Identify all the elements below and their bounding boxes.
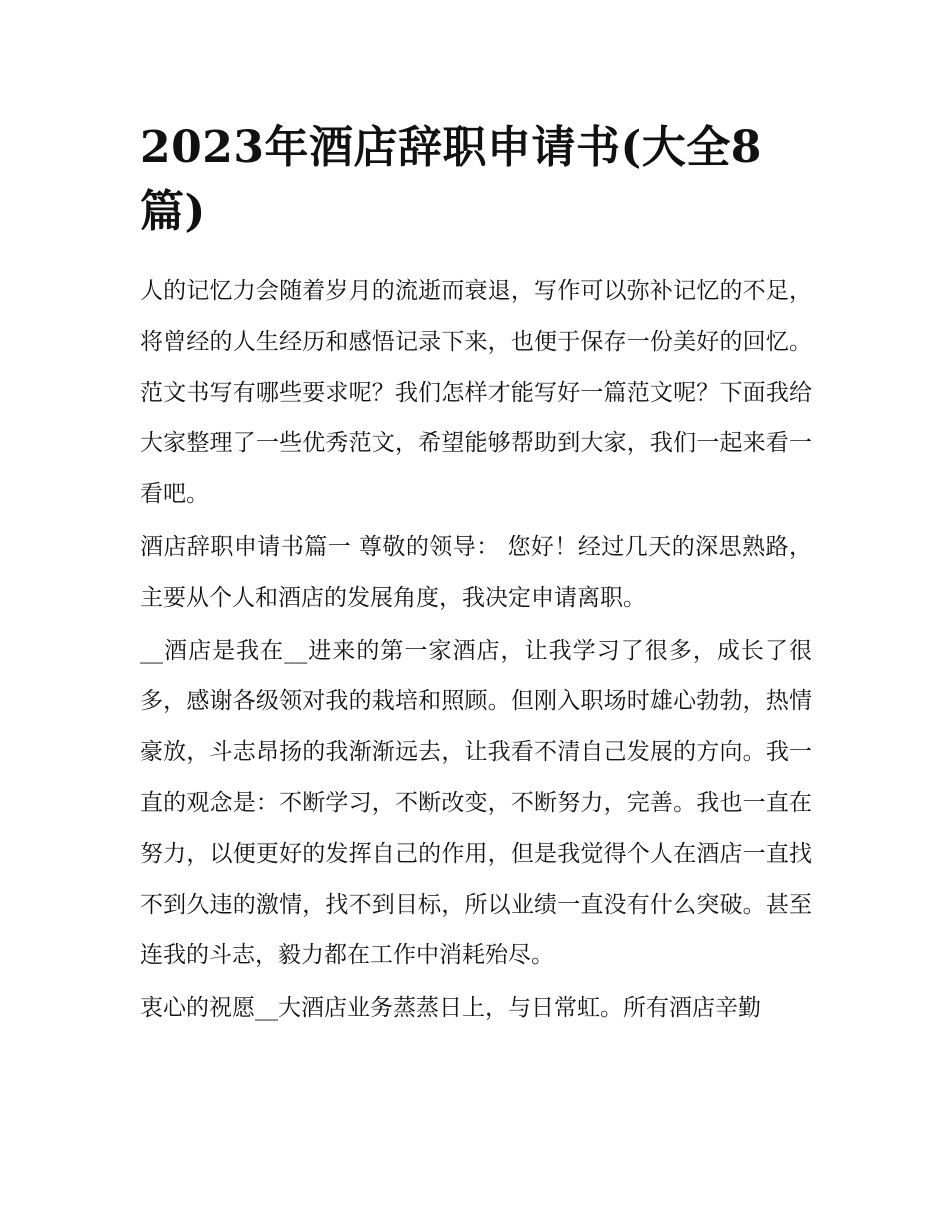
letter-opening-paragraph: 酒店辞职申请书篇一 尊敬的领导： 您好！经过几天的深思熟路，主要从个人和酒店的发展角度，我决定申请离职。 bbox=[140, 533, 812, 611]
letter-closing-paragraph: 衷心的祝愿__大酒店业务蒸蒸日上，与日常虹。所有酒店辛勤 bbox=[140, 995, 761, 1022]
document-body bbox=[140, 116, 812, 1036]
intro-paragraph: 人的记忆力会随着岁月的流逝而衰退，写作可以弥补记忆的不足，将曾经的人生经历和感悟记录下来，也便于保存一份美好的回忆。范文书写有哪些要求呢？我们怎样才能写好一篇范文呢？下面我给大家整理了一些优秀范文，希望能够帮助到大家，我们一起来看一看吧。 bbox=[140, 278, 812, 508]
letter-body-paragraph: __酒店是我在__进来的第一家酒店，让我学习了很多，成长了很多，感谢各级领对我的栽培和照顾。但刚入职场时雄心勃勃，热情豪放，斗志昂扬的我渐渐远去，让我看不清自己发展的方向。我一直的观念是：不断学习，不断改变，不断努力，完善。我也一直在努力，以便更好的发挥自己的作用，但是我觉得个人在酒店一直找不到久违的激情，找不到目标，所以业绩一直没有什么突破。甚至连我的斗志，毅力都在工作中消耗殆尽。 bbox=[140, 637, 812, 969]
document-title: 2023年酒店辞职申请书(大全8篇) bbox=[140, 122, 762, 237]
